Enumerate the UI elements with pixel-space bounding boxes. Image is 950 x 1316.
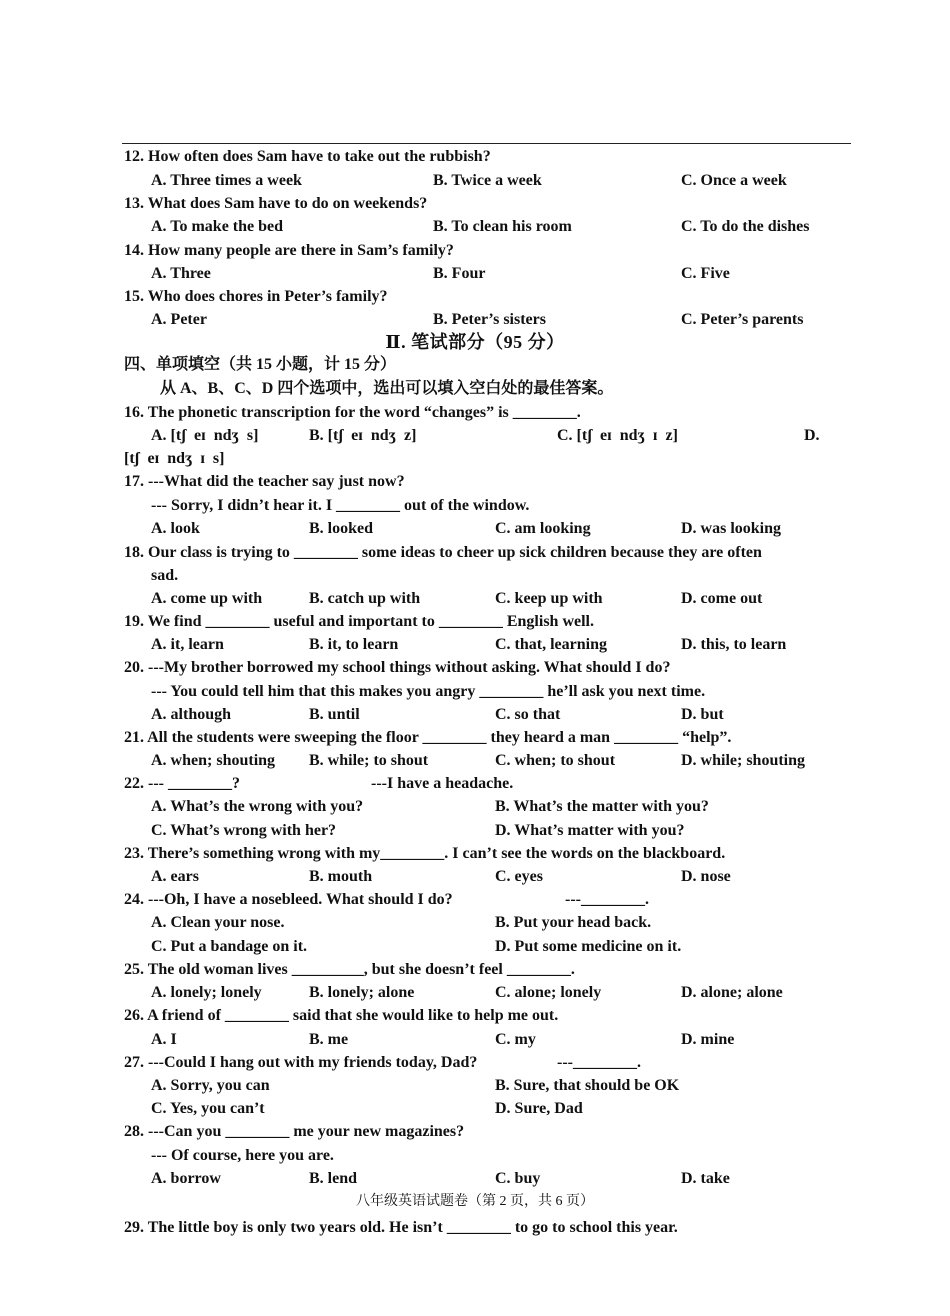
question-16-option-d: [tʃ eɪ ndʒ ɪ s]: [124, 450, 225, 467]
question-22-option-a: A. What’s the wrong with you?: [151, 798, 364, 815]
question-24-option-b: B. Put your head back.: [495, 914, 652, 931]
question-12-option-a: A. Three times a week: [151, 172, 302, 189]
question-13-option-b: B. To clean his room: [433, 218, 572, 235]
question-14-option-a: A. Three: [151, 265, 211, 282]
question-16-option-d-label: D.: [804, 427, 820, 444]
question-29-stem: 29. The little boy is only two years old. He isn’t ________ to go to school this year.: [124, 1219, 678, 1236]
part-instruction: 从 A、B、C、D 四个选项中，选出可以填入空白处的最佳答案。: [160, 380, 614, 397]
question-24-option-a: A. Clean your nose.: [151, 914, 285, 931]
question-19-option-d: D. this, to learn: [681, 636, 787, 653]
question-16-option-b: B. [tʃ eɪ ndʒ z]: [309, 427, 417, 444]
question-21-option-d: D. while; shouting: [681, 752, 806, 769]
question-27-option-c: C. Yes, you can’t: [151, 1100, 265, 1117]
question-18-stem: 18. Our class is trying to ________ some ideas to cheer up sick children because they are often: [124, 544, 762, 561]
question-13-stem: 13. What does Sam have to do on weekends?: [124, 195, 428, 212]
question-17-option-b: B. looked: [309, 520, 374, 537]
question-13-option-a: A. To make the bed: [151, 218, 284, 235]
question-22-option-d: D. What’s matter with you?: [495, 822, 685, 839]
question-16-option-c: C. [tʃ eɪ ndʒ ɪ z]: [557, 427, 678, 444]
question-17-option-d: D. was looking: [681, 520, 782, 537]
question-21-option-a: A. when; shouting: [151, 752, 276, 769]
question-23-stem: 23. There’s something wrong with my________. I can’t see the words on the blackboard.: [124, 845, 726, 862]
question-23-option-c: C. eyes: [495, 868, 543, 885]
question-23-option-b: B. mouth: [309, 868, 373, 885]
question-18-option-b: B. catch up with: [309, 590, 421, 607]
question-17-option-c: C. am looking: [495, 520, 591, 537]
question-25-stem: 25. The old woman lives _________, but she doesn’t feel ________.: [124, 961, 575, 978]
question-19-option-b: B. it, to learn: [309, 636, 399, 653]
question-28-option-a: A. borrow: [151, 1170, 221, 1187]
question-24-option-d: D. Put some medicine on it.: [495, 938, 682, 955]
page-footer: 八年级英语试题卷（第 2 页，共 6 页）: [356, 1194, 594, 1209]
question-19-option-a: A. it, learn: [151, 636, 224, 653]
question-28-stem: 28. ---Can you ________ me your new magazines?: [124, 1123, 465, 1140]
question-26-option-a: A. I: [151, 1031, 177, 1048]
question-26-option-c: C. my: [495, 1031, 536, 1048]
question-27-reply: ---________.: [557, 1054, 641, 1071]
question-26-option-b: B. me: [309, 1031, 349, 1048]
question-20-stem: 20. ---My brother borrowed my school things without asking. What should I do?: [124, 659, 671, 676]
question-15-option-a: A. Peter: [151, 311, 207, 328]
question-16-option-a: A. [tʃ eɪ ndʒ s]: [151, 427, 259, 444]
question-22-option-b: B. What’s the matter with you?: [495, 798, 709, 815]
question-25-option-d: D. alone; alone: [681, 984, 783, 1001]
question-22-option-c: C. What’s wrong with her?: [151, 822, 337, 839]
question-17-stem: 17. ---What did the teacher say just now?: [124, 473, 405, 490]
section-title: Ⅱ. 笔试部分（95 分）: [385, 332, 565, 352]
question-25-option-b: B. lonely; alone: [309, 984, 415, 1001]
question-16-stem: 16. The phonetic transcription for the word “changes” is ________.: [124, 404, 581, 421]
question-14-option-c: C. Five: [681, 265, 730, 282]
question-15-stem: 15. Who does chores in Peter’s family?: [124, 288, 388, 305]
question-21-option-c: C. when; to shout: [495, 752, 616, 769]
question-15-option-b: B. Peter’s sisters: [433, 311, 546, 328]
question-28-option-b: B. lend: [309, 1170, 358, 1187]
question-18-line-2: sad.: [151, 567, 179, 584]
question-23-option-d: D. nose: [681, 868, 731, 885]
question-19-stem: 19. We find ________ useful and important to ________ English well.: [124, 613, 594, 630]
question-27-option-d: D. Sure, Dad: [495, 1100, 583, 1117]
question-28-line-2: --- Of course, here you are.: [151, 1147, 334, 1164]
question-24-stem: 24. ---Oh, I have a nosebleed. What should I do?: [124, 891, 453, 908]
question-25-option-c: C. alone; lonely: [495, 984, 602, 1001]
part-heading: 四、单项填空（共 15 小题，计 15 分）: [124, 356, 397, 373]
question-28-option-c: C. buy: [495, 1170, 541, 1187]
question-17-line-2: --- Sorry, I didn’t hear it. I ________ out of the window.: [151, 497, 530, 514]
question-21-option-b: B. while; to shout: [309, 752, 429, 769]
question-22-stem: 22. --- ________?: [124, 775, 240, 792]
question-27-option-a: A. Sorry, you can: [151, 1077, 270, 1094]
question-20-option-c: C. so that: [495, 706, 561, 723]
question-28-option-d: D. take: [681, 1170, 730, 1187]
question-20-option-d: D. but: [681, 706, 724, 723]
question-15-option-c: C. Peter’s parents: [681, 311, 804, 328]
question-27-option-b: B. Sure, that should be OK: [495, 1077, 680, 1094]
question-12-option-c: C. Once a week: [681, 172, 787, 189]
question-20-option-a: A. although: [151, 706, 232, 723]
question-17-option-a: A. look: [151, 520, 200, 537]
question-18-option-a: A. come up with: [151, 590, 263, 607]
question-26-stem: 26. A friend of ________ said that she would like to help me out.: [124, 1007, 559, 1024]
question-20-option-b: B. until: [309, 706, 360, 723]
question-25-option-a: A. lonely; lonely: [151, 984, 262, 1001]
question-13-option-c: C. To do the dishes: [681, 218, 810, 235]
question-14-option-b: B. Four: [433, 265, 486, 282]
question-22-reply: ---I have a headache.: [371, 775, 514, 792]
question-14-stem: 14. How many people are there in Sam’s family?: [124, 242, 454, 259]
question-21-stem: 21. All the students were sweeping the floor ________ they heard a man ________ “help”.: [124, 729, 732, 746]
question-24-reply: ---________.: [565, 891, 649, 908]
question-27-stem: 27. ---Could I hang out with my friends today, Dad?: [124, 1054, 478, 1071]
question-19-option-c: C. that, learning: [495, 636, 607, 653]
question-18-option-d: D. come out: [681, 590, 763, 607]
question-12-option-b: B. Twice a week: [433, 172, 542, 189]
question-18-option-c: C. keep up with: [495, 590, 603, 607]
header-rule: [122, 143, 851, 144]
question-20-line-2: --- You could tell him that this makes you angry ________ he’ll ask you next time.: [151, 683, 706, 700]
question-23-option-a: A. ears: [151, 868, 199, 885]
question-12-stem: 12. How often does Sam have to take out the rubbish?: [124, 148, 491, 165]
question-26-option-d: D. mine: [681, 1031, 735, 1048]
question-24-option-c: C. Put a bandage on it.: [151, 938, 308, 955]
